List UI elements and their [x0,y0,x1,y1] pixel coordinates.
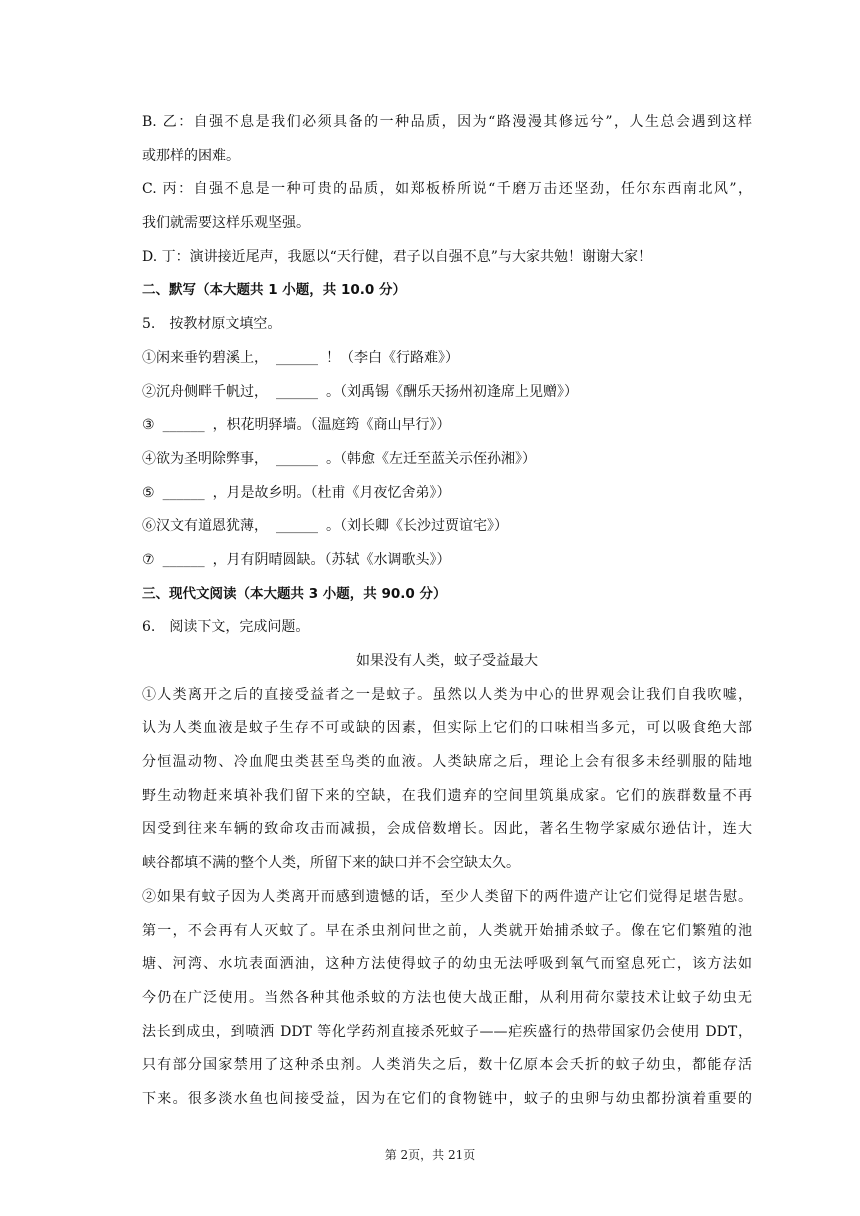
dictation-suffix: ，枳花明驿墙。（温庭筠《商山早行》） [212,417,451,434]
answer-blank[interactable]: ______ [276,383,318,400]
dictation-suffix: ，月有阴晴圆缺。（苏轼《水调歌头》） [212,551,451,568]
paragraph-line: 认为人类血液是蚊子生存不可或缺的因素，但实际上它们的口味相当多元，可以吸食绝大部 [142,720,752,737]
paragraph-line: ①人类离开之后的直接受益者之一是蚊子。虽然以人类为中心的世界观会让我们自我吹嘘， [142,686,752,703]
answer-blank[interactable]: ______ [162,484,205,501]
dictation-prefix: ⑤ [142,484,155,501]
paragraph-2 [142,881,752,1117]
paragraph-line: ②如果有蚊子因为人类离开而感到遗憾的话，至少人类留下的两件遗产让它们觉得足堪告慰。 [142,888,752,905]
dictation-prefix: ③ [142,417,155,434]
dictation-suffix: 。（刘长卿《长沙过贾谊宅》） [326,518,508,535]
option-b-continued: 或那样的困难。 [142,147,240,164]
dictation-suffix: 。（韩愈《左迁至蓝关示侄孙湘》） [326,450,536,467]
dictation-prefix: ④欲为圣明除弊事， [142,450,268,467]
dictation-prefix: ⑦ [142,551,155,568]
answer-blank[interactable]: ______ [276,518,318,535]
dictation-prefix: ②沉舟侧畔千帆过， [142,383,268,400]
paragraph-line: 塘、河湾、水坑表面洒油，这种方法使得蚊子的幼虫无法呼吸到氧气而窒息死亡，该方法如 [142,956,752,973]
dictation-item [142,342,752,376]
dictation-prefix: ⑥汉文有道恩犹薄， [142,518,268,535]
dictation-item [142,510,752,544]
answer-blank[interactable]: ______ [276,450,318,467]
answer-blank[interactable]: ______ [162,417,205,434]
page-footer: 第 2页，共 21页 [384,1148,476,1162]
paragraph-line: 第一，不会再有人灭蚊了。早在杀虫剂问世之前，人类就开始捕杀蚊子。像在它们繁殖的池 [142,922,752,939]
article-title: 如果没有人类，蚊子受益最大 [356,653,538,669]
option-c-continued: 我们就需要这样乐观坚强。 [142,215,310,232]
dictation-item [142,544,752,578]
dictation-prefix: ①闲来垂钓碧溪上， [142,349,268,366]
paragraph-line: 今仍在广泛使用。当然各种其他杀蚊的方法也使大战正酣，从利用荷尔蒙技术让蚊子幼虫无 [142,989,752,1006]
paragraph-line: 分恒温动物、冷血爬虫类甚至鸟类的血液。人类缺席之后，理论上会有很多未经驯服的陆地 [142,754,752,771]
section-heading-dictation: 二、默写（本大题共 1 小题，共 10.0 分） [142,282,407,299]
question-5: 5. 按教材原文填空。 [142,316,282,333]
dictation-item [142,477,752,511]
dictation-item [142,409,752,443]
paragraph-line: 下来。很多淡水鱼也间接受益，因为在它们的食物链中，蚊子的虫卵与幼虫都扮演着重要的 [142,1090,752,1107]
option-b: B. 乙：自强不息是我们必须具备的一种品质，因为“路漫漫其修远兮”，人生总会遇到这样 [142,114,752,130]
paragraph-line: 野生动物赶来填补我们留下来的空缺，在我们遗弃的空间里筑巢成家。它们的族群数量不再 [142,787,752,804]
dictation-suffix: 。（刘禹锡《酬乐天扬州初逢席上见赠》） [326,383,578,400]
paragraph-line: 法长到成虫，到喷洒 DDT 等化学药剂直接杀死蚊子——疟疾盛行的热带国家仍会使用 DDT， [142,1023,752,1040]
paragraph-line: 峡谷都填不满的整个人类，所留下来的缺口并不会空缺太久。 [142,855,520,872]
page-content [142,106,752,1117]
option-d: D. 丁：演讲接近尾声，我愿以“天行健，君子以自强不息”与大家共勉！谢谢大家！ [142,248,652,265]
paragraph-line: 因受到往来车辆的致命攻击而减损，会成倍数增长。因此，著名生物学家威尔逊估计，连大 [142,821,752,838]
paragraph-1 [142,679,752,881]
question-6: 6. 阅读下文，完成问题。 [142,619,310,636]
option-c: C. 丙：自强不息是一种可贵的品质，如郑板桥所说“千磨万击还坚劲，任尔东西南北风”， [142,181,752,198]
dictation-suffix: ！（李白《行路难》） [326,349,459,366]
dictation-item [142,443,752,477]
dictation-suffix: ，月是故乡明。（杜甫《月夜忆舍弟》） [212,484,451,501]
section-heading-reading: 三、现代文阅读（本大题共 3 小题，共 90.0 分） [142,585,447,602]
answer-blank[interactable]: ______ [162,551,205,568]
answer-blank[interactable]: ______ [276,349,318,366]
dictation-items [142,342,752,578]
dictation-item [142,376,752,410]
paragraph-line: 只有部分国家禁用了这种杀虫剂。人类消失之后，数十亿原本会夭折的蚊子幼虫，都能存活 [142,1057,752,1074]
